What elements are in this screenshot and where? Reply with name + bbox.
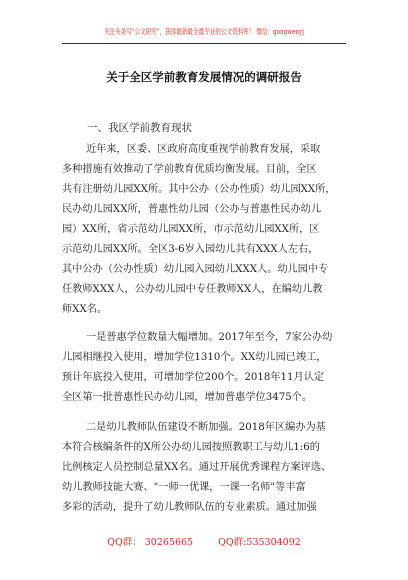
document-title: 关于全区学前教育发展情况的调研报告 xyxy=(106,70,302,84)
body-line: 比例核定人员控制总量XX名。通过开展优秀课程方案评选、 xyxy=(62,462,332,473)
body-line: 近年来，区委、区政府高度重视学前教育发展，采取 xyxy=(86,144,321,155)
section-heading: 一、我区学前教育现状 xyxy=(87,122,192,134)
body-line: 儿园相继投入使用，增加学位1310个。XX幼儿园已竣工， xyxy=(62,352,327,363)
header-banner: 关注头条号"公文研究"，获得最新最全最专业的公文资料库！ 微信：gongwenyj xyxy=(103,27,305,36)
body-line: 共有注册幼儿园XX所。其中公办（公办性质）幼儿园XX所， xyxy=(62,184,336,195)
header-divider xyxy=(62,43,346,44)
body-line: 民办幼儿园XX所，普惠性幼儿园（公办与普惠性民办幼儿 xyxy=(62,204,322,215)
body-line: 预计年底投入使用，可增加学位200个。2018年11月认定 xyxy=(62,372,325,383)
body-line: 一是普惠学位数量大幅增加。2017年至今，7家公办幼 xyxy=(86,332,333,343)
body-line: 多种措施有效推动了学前教育优质均衡发展。目前，全区 xyxy=(62,164,317,175)
qq-group-2: QQ群:535304092 xyxy=(218,537,301,548)
body-line: 二是幼儿教师队伍建设不断加强。2018年区编办为基 xyxy=(86,422,326,433)
body-line: 多彩的活动，提升了幼儿教师队伍的专业素质。通过加强 xyxy=(62,502,317,513)
body-line: 其中公办（公办性质）幼儿园入园幼儿XXX人。幼儿园中专 xyxy=(62,264,329,275)
qq-group-1: QQ群： 30265665 xyxy=(107,537,194,548)
body-line: 任教师XXX人，公办幼儿园中专任教师XX人，在编幼儿教 xyxy=(62,284,323,295)
body-line: 示范幼儿园XX所。全区3-6岁入园幼儿共有XXX人左右， xyxy=(62,244,319,255)
body-line: 全区第一批普惠性民办幼儿园，增加普惠学位3475个。 xyxy=(62,392,313,403)
body-line: 师XX名。 xyxy=(62,304,108,315)
body-line: 园）XX所，省示范幼儿园XX所，市示范幼儿园XX所，区 xyxy=(62,224,320,235)
footer-contact xyxy=(0,534,408,548)
body-line: 幼儿教师技能大赛、"一师一优课，一课一名师"等丰富 xyxy=(62,482,306,493)
body-line: 本符合核编条件的X所公办幼儿园按照教职工与幼儿1:6的 xyxy=(62,442,320,453)
